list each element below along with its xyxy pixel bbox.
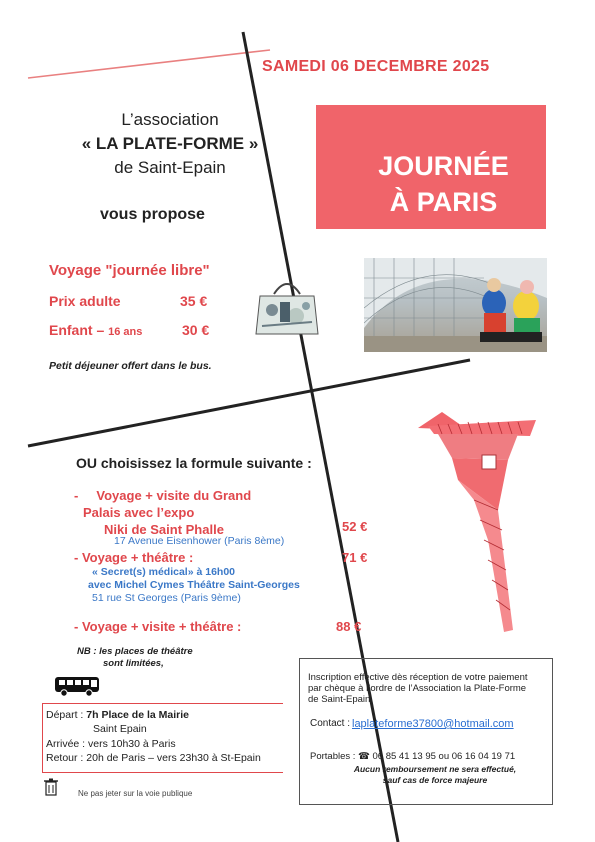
- refund-line2: sauf cas de force majeure: [382, 775, 488, 785]
- formula-2-price: 71 €: [342, 550, 368, 565]
- contact-email-link[interactable]: laplateforme37800@hotmail.com: [352, 718, 514, 730]
- trash-can-icon: [44, 778, 58, 796]
- formula-3-price: 88 €: [336, 619, 362, 634]
- contact-label: Contact :: [310, 718, 351, 729]
- association-name: [60, 108, 280, 180]
- child-price-value: 30 €: [182, 322, 210, 338]
- top-diagonal-line: [28, 50, 270, 78]
- theatre-note-line1: NB : les places de théâtre: [77, 646, 193, 657]
- departure-label: Départ :: [46, 709, 87, 721]
- child-price-label: [49, 322, 142, 338]
- formula-1-line1: [74, 487, 251, 504]
- grand-palais-photo: [364, 258, 547, 352]
- bus-icon: [54, 675, 100, 697]
- litter-note: Ne pas jeter sur la voie publique: [78, 789, 193, 798]
- banner-line1: JOURNÉE: [378, 151, 509, 181]
- return-row: [46, 752, 261, 764]
- departure-value: 7h Place de la Mairie: [86, 709, 189, 721]
- child-age: 16 ans: [108, 326, 143, 338]
- return-label: Retour: [46, 752, 78, 764]
- breakfast-note: Petit déjeuner offert dans le bus.: [49, 360, 212, 372]
- formula-1: [74, 487, 251, 538]
- formula-1-text1: Voyage + visite du Grand: [96, 488, 252, 503]
- formula-1-line3: Niki de Saint Phalle: [104, 522, 224, 537]
- refund-note: [330, 764, 540, 786]
- choose-heading: OU choisissez la formule suivante :: [76, 455, 312, 471]
- banner-line2: À PARIS: [389, 187, 498, 217]
- departure-row: [46, 709, 189, 721]
- refund-line1: Aucun remboursement ne sera effectué,: [353, 764, 517, 774]
- return-value: : 20h de Paris – vers 23h30 à St-Epain: [77, 752, 261, 764]
- formula-1-line2: Palais avec l’expo: [83, 505, 195, 520]
- adult-price-label: Prix adulte: [49, 293, 121, 309]
- cross-diagonal-line: [28, 360, 470, 446]
- theatre-note: [77, 646, 237, 670]
- formula-2-label: - Voyage + théâtre :: [74, 550, 194, 565]
- free-day-title: Voyage "journée libre": [49, 262, 210, 279]
- formula-2-address: 51 rue St Georges (Paris 9ème): [92, 592, 241, 604]
- formula-3-label: - Voyage + visite + théâtre :: [74, 619, 242, 634]
- formula-1-price: 52 €: [342, 519, 368, 534]
- inscription-text: [308, 672, 528, 705]
- eiffel-tower-illustration: [418, 400, 538, 640]
- child-label: Enfant –: [49, 322, 109, 338]
- departure-city: Saint Epain: [93, 723, 147, 735]
- departure-info: [42, 703, 283, 773]
- formula-1-dash: -: [74, 488, 79, 503]
- association-line2: « LA PLATE-FORME »: [81, 134, 259, 153]
- inscription-line1: Inscription effective dès réception de votre paiement: [308, 672, 528, 683]
- theatre-note-line2: sont limitées,: [103, 658, 164, 669]
- handbag-illustration: [252, 272, 322, 342]
- arrival-label: Arrivée: [46, 738, 80, 750]
- association-line3: de Saint-Epain: [114, 158, 226, 177]
- event-date: SAMEDI 06 DECEMBRE 2025: [262, 58, 490, 75]
- phone-numbers: Portables : ☎ 06 85 41 13 95 ou 06 16 04 19 71: [310, 751, 516, 762]
- arrival-value: : vers 10h30 à Paris: [79, 738, 176, 750]
- proposes-heading: vous propose: [100, 206, 205, 223]
- banner-title: [316, 148, 571, 220]
- inscription-line3: de Saint-Epain: [308, 694, 371, 705]
- formula-2-show: « Secret(s) médical» à 16h00: [92, 566, 236, 578]
- association-line1: L’association: [121, 110, 219, 129]
- inscription-line2: par chèque à l’ordre de l’Association la Plate-Forme: [308, 683, 527, 694]
- formula-2-cast: avec Michel Cymes Théâtre Saint-Georges: [88, 579, 300, 591]
- formula-1-address: 17 Avenue Eisenhower (Paris 8ème): [114, 535, 285, 547]
- arrival-row: [46, 738, 176, 750]
- adult-price-value: 35 €: [180, 293, 208, 309]
